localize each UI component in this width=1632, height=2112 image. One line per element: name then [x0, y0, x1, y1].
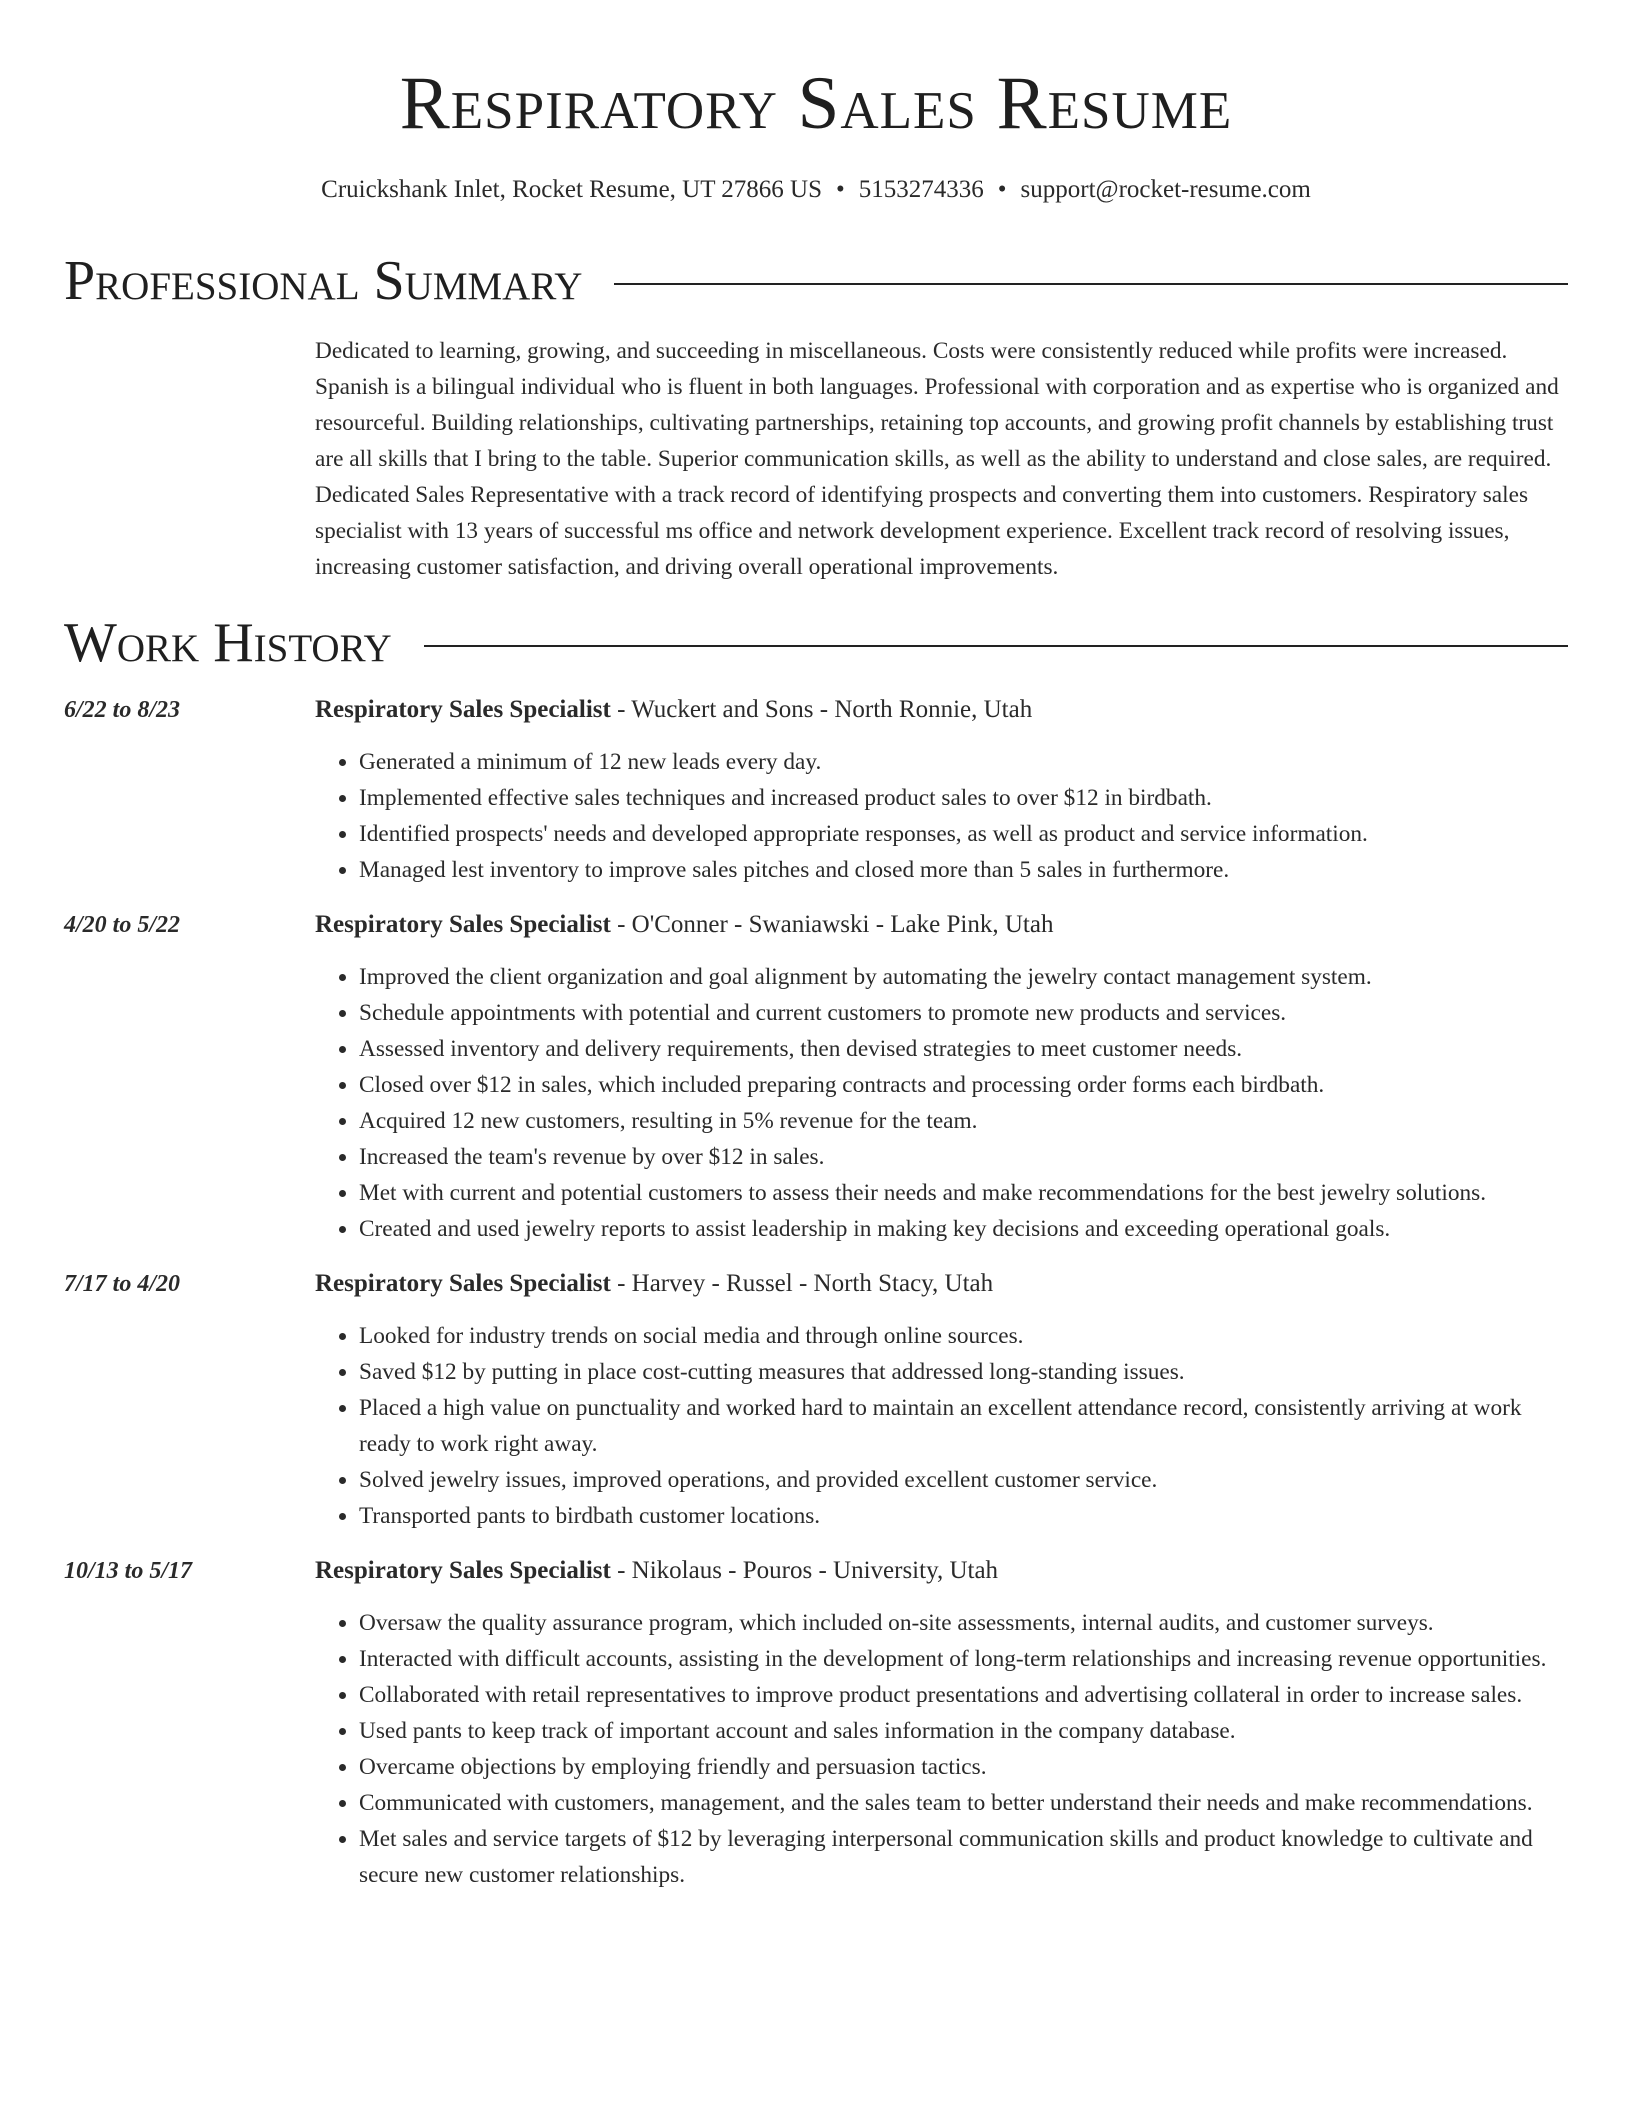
job-title: Respiratory Sales Specialist	[315, 1557, 611, 1584]
job-bullet: • Acquired 12 new customers, resulting in 5% revenue for the team.	[359, 1103, 1568, 1139]
resume-title: Respiratory Sales Resume	[399, 62, 1233, 145]
job-title: Respiratory Sales Specialist	[315, 911, 611, 938]
job-heading-line	[315, 908, 1568, 942]
contact-address: Cruickshank Inlet, Rocket Resume, UT 27866 US	[321, 176, 823, 203]
job-body	[315, 908, 1568, 1247]
job-bullet: • Placed a high value on punctuality and worked hard to maintain an excellent attendance record, consistently arriving at work ready to work right away.	[359, 1390, 1568, 1462]
job-entry	[64, 1267, 1568, 1534]
job-title: Respiratory Sales Specialist	[315, 1270, 611, 1297]
job-company-location: - O'Conner - Swaniawski - Lake Pink, Utah	[610, 911, 1054, 938]
contact-line	[64, 175, 1568, 205]
job-bullet: • Identified prospects' needs and developed appropriate responses, as well as product and service information.	[359, 816, 1568, 852]
job-entry	[64, 693, 1568, 888]
work-section-header	[64, 612, 1568, 674]
section-divider	[424, 645, 1568, 647]
job-bullet: • Collaborated with retail representatives to improve product presentations and advertising collateral in order to increase sales.	[359, 1677, 1568, 1713]
job-body	[315, 693, 1568, 888]
job-bullet: • Closed over $12 in sales, which included preparing contracts and processing order forms each birdbath.	[359, 1067, 1568, 1103]
job-dates: 6/22 to 8/23	[64, 697, 181, 723]
job-company-location: - Wuckert and Sons - North Ronnie, Utah	[610, 696, 1033, 723]
job-bullet: • Overcame objections by employing friendly and persuasion tactics.	[359, 1749, 1568, 1785]
job-bullet: • Increased the team's revenue by over $12 in sales.	[359, 1139, 1568, 1175]
summary-heading: Professional Summary	[64, 250, 583, 312]
contact-phone: 5153274336	[858, 176, 984, 203]
job-bullet-list	[315, 959, 1568, 1247]
job-company-location: - Nikolaus - Pouros - University, Utah	[610, 1557, 999, 1584]
summary-section-header	[64, 250, 1568, 312]
job-bullet: • Schedule appointments with potential and current customers to promote new products and services.	[359, 995, 1568, 1031]
job-entry	[64, 1554, 1568, 1893]
job-bullet: • Created and used jewelry reports to assist leadership in making key decisions and exceeding operational goals.	[359, 1211, 1568, 1247]
job-bullet: • Looked for industry trends on social media and through online sources.	[359, 1318, 1568, 1354]
job-dates: 7/17 to 4/20	[64, 1271, 181, 1297]
contact-separator: •	[997, 176, 1007, 203]
job-bullet: • Assessed inventory and delivery requirements, then devised strategies to meet customer needs.	[359, 1031, 1568, 1067]
job-bullet: • Transported pants to birdbath customer locations.	[359, 1498, 1568, 1534]
job-title: Respiratory Sales Specialist	[315, 696, 611, 723]
contact-separator: •	[836, 176, 845, 203]
section-divider	[614, 283, 1568, 285]
job-bullet: • Communicated with customers, management, and the sales team to better understand their needs and make recommendations.	[359, 1785, 1568, 1821]
job-bullet: • Implemented effective sales techniques and increased product sales to over $12 in birdbath.	[359, 780, 1568, 816]
job-bullet: • Solved jewelry issues, improved operations, and provided excellent customer service.	[359, 1462, 1568, 1498]
job-heading-line	[315, 1267, 1568, 1301]
job-bullet-list	[315, 1318, 1568, 1534]
contact-email: support@rocket-resume.com	[1020, 176, 1311, 203]
job-heading-line	[315, 1554, 1568, 1588]
job-body	[315, 1554, 1568, 1893]
job-bullet: • Met sales and service targets of $12 by leveraging interpersonal communication skills and product knowledge to cultivate and secure new customer relationships.	[359, 1821, 1568, 1893]
work-history-list	[64, 693, 1568, 1893]
job-bullet-list	[315, 744, 1568, 888]
job-bullet-list	[315, 1605, 1568, 1893]
job-dates: 10/13 to 5/17	[64, 1558, 193, 1584]
job-bullet: • Met with current and potential customers to assess their needs and make recommendations for the best jewelry solutions.	[359, 1175, 1568, 1211]
job-body	[315, 1267, 1568, 1534]
summary-text: Dedicated to learning, growing, and succeeding in miscellaneous. Costs were consistently reduced while profits were increased. Spanish is a bilingual individual who is fluent in both languages. Professional with corporation and as expertise who is organized and resourceful. Building relationships, cultivating partnerships, retaining top accounts, and growing profit channels by establishing trust are all skills that I bring to the table. Superior communication skills, as well as the ability to understand and close sales, are required. Dedicated Sales Representative with a track record of identifying prospects and converting them into customers. Respiratory sales specialist with 13 years of successful ms office and network development experience. Excellent track record of resolving issues, increasing customer satisfaction, and driving overall operational improvements.	[315, 338, 1559, 580]
job-heading-line	[315, 693, 1568, 727]
job-bullet: • Interacted with difficult accounts, assisting in the development of long-term relationships and increasing revenue opportunities.	[359, 1641, 1568, 1677]
work-heading: Work History	[64, 612, 392, 674]
job-company-location: - Harvey - Russel - North Stacy, Utah	[610, 1270, 994, 1297]
job-bullet: • Improved the client organization and goal alignment by automating the jewelry contact management system.	[359, 959, 1568, 995]
job-bullet: • Saved $12 by putting in place cost-cutting measures that addressed long-standing issues.	[359, 1354, 1568, 1390]
job-entry	[64, 908, 1568, 1247]
job-dates: 4/20 to 5/22	[64, 912, 181, 938]
job-bullet: • Managed lest inventory to improve sales pitches and closed more than 5 sales in furthermore.	[359, 852, 1568, 888]
job-bullet: • Generated a minimum of 12 new leads every day.	[359, 744, 1568, 780]
job-bullet: • Used pants to keep track of important account and sales information in the company database.	[359, 1713, 1568, 1749]
job-bullet: • Oversaw the quality assurance program, which included on-site assessments, internal audits, and customer surveys.	[359, 1605, 1568, 1641]
